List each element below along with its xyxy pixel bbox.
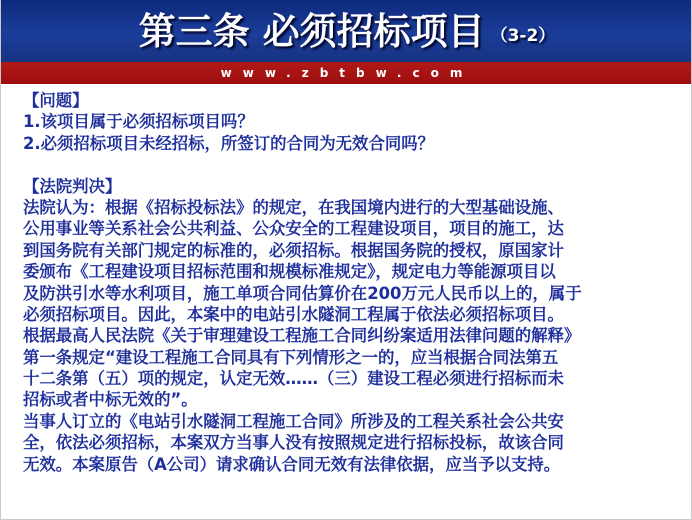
question-2: 2.必须招标项目未经招标，所签订的合同为无效合同吗？ — [23, 133, 435, 153]
slide-title — [1, 7, 692, 60]
website-url: www.zbtbw.com — [220, 66, 474, 80]
judgment-line: 无效。本案原告（A公司）请求确认合同无效有法律依据，应当予以支持。 — [23, 454, 561, 474]
judgment-line: 第一条规定“建设工程施工合同具有下列情形之一的，应当根据合同法第五 — [23, 347, 559, 367]
judgment-line: 当事人订立的《电站引水隧洞工程施工合同》所涉及的工程关系社会公共安 — [23, 411, 564, 431]
judgment-line: 及防洪引水等水利项目，施工单项合同估算价在200万元人民币以上的，属于 — [23, 283, 582, 303]
judgment-line: 全，依法必须招标，本案双方当事人没有按照规定进行招标投标，故该合同 — [23, 433, 564, 453]
slide-title-part-number: （3-2） — [490, 26, 556, 46]
judgment-line: 到国务院有关部门规定的标准的，必须招标。根据国务院的授权，原国家计 — [23, 240, 564, 260]
spacer — [23, 154, 679, 175]
question-1: 1.该项目属于必须招标项目吗？ — [23, 112, 254, 132]
website-banner — [1, 62, 692, 84]
judgment-heading: 【法院判决】 — [23, 176, 122, 196]
question-heading: 【问题】 — [23, 91, 89, 110]
title-banner — [1, 0, 692, 62]
judgment-line: 公用事业等关系社会公共利益、公众安全的工程建设项目，项目的施工，达 — [23, 219, 564, 239]
judgment-line: 招标或者中标无效的”。 — [23, 390, 198, 410]
judgment-line: 必须招标项目。因此，本案中的电站引水隧洞工程属于依法必须招标项目。 — [23, 304, 564, 324]
judgment-line: 法院认为：根据《招标投标法》的规定，在我国境内进行的大型基础设施、 — [23, 197, 564, 217]
judgment-line: 根据最高人民法院《关于审理建设工程施工合同纠纷案适用法律问题的解释》 — [23, 326, 581, 346]
judgment-line: 十二条第（五）项的规定，认定无效……（三）建设工程必须进行招标而未 — [23, 369, 564, 389]
slide-title-text: 第三条 必须招标项目 — [138, 9, 485, 53]
judgment-line: 委颁布《工程建设项目招标范围和规模标准规定》，规定电力等能源项目以 — [23, 262, 556, 282]
slide-body — [23, 90, 679, 475]
